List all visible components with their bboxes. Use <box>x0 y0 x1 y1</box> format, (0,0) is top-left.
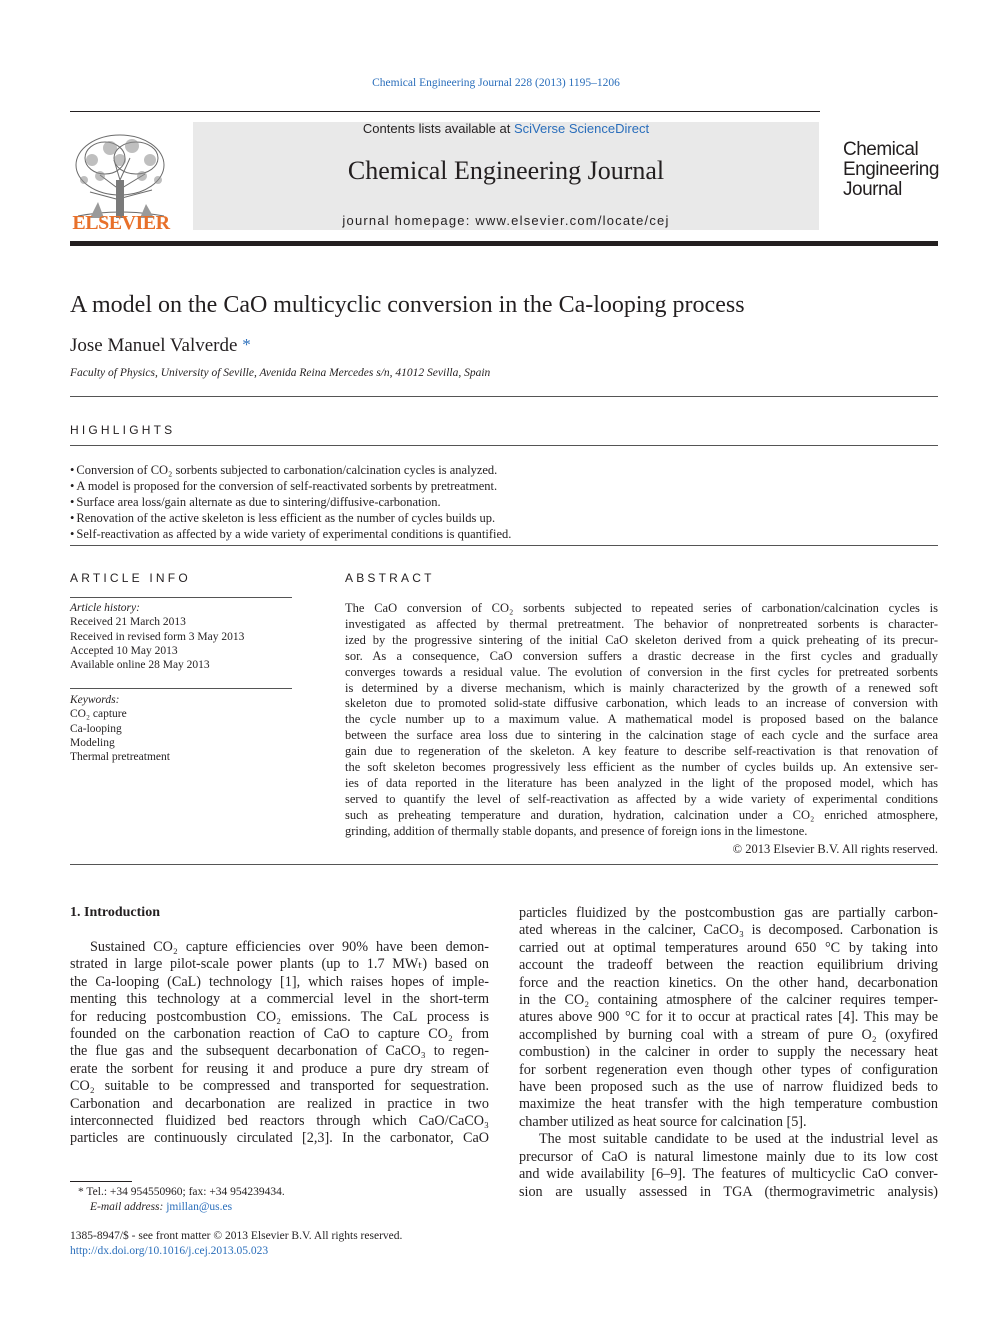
body-line: the Ca-looping (CaL) technology [1], which raises hopes of imple- <box>70 973 489 990</box>
highlight-item: • Conversion of CO₂ sorbents subjected to carbonation/calcination cycles is analyzed. <box>70 462 938 478</box>
abstract-line: the cycle number up to a maximum value. A mathematical model is proposed based on the balance <box>345 712 938 727</box>
body-line: combustion) in the calciner in order to supply the necessary heat <box>519 1044 938 1061</box>
body-line: ated whereas in the calciner, CaCO₃ is decomposed. Carbonation is <box>519 922 938 939</box>
body-line: precursor of CaO is natural limestone mainly due to its low cost <box>519 1148 938 1165</box>
abstract-line: ized by the progressive sintering of the initial CaO skeleton derived from a quick preheating of its precur- <box>345 632 938 647</box>
page-footer <box>70 1229 402 1259</box>
body-line: chamber utilized as heat source for calcination [5]. <box>519 1113 807 1130</box>
sciencedirect-link[interactable]: SciVerse ScienceDirect <box>513 121 650 136</box>
body-line: and wide availability [6–9]. The features of multicyclic CaO conver- <box>519 1166 938 1183</box>
body-line: Carbonation and decarbonation are realized in practice in two <box>70 1095 489 1112</box>
journal-homepage[interactable]: journal homepage: www.elsevier.com/locate/cej <box>342 213 670 228</box>
body-line: account the tradeoff between the reaction equilibrium driving <box>519 957 938 974</box>
keywords-label: Keywords: <box>70 694 120 706</box>
author-email-link[interactable]: jmillan@us.es <box>166 1201 233 1213</box>
article-info-heading: ARTICLE INFO <box>70 571 191 585</box>
body-line: erate the sorbent for reusing it and produce a pure dry stream of <box>70 1060 489 1077</box>
contents-availability <box>193 121 819 136</box>
abstract-line: sor. As a consequence, CaO conversion suffers a drastic decrease in the first cycles and gradually <box>345 648 938 663</box>
header-rule <box>70 111 820 112</box>
body-column-left <box>70 939 489 1148</box>
author-line <box>70 335 251 357</box>
body-line: force and the reaction kinetics. On the other hand, decarbonation <box>519 974 938 991</box>
body-line: sion are usually assessed in TGA (thermogravimetric analysis) <box>519 1183 938 1200</box>
divider <box>70 545 938 546</box>
highlights-list <box>70 462 938 542</box>
footnote-contact: * Tel.: +34 954550960; fax: +34 954239434. <box>78 1186 285 1198</box>
author-footnote <box>70 1185 285 1215</box>
footnote-email-label: E-mail address: <box>90 1201 167 1213</box>
abstract-line: investigated as affected by thermal pretreatment. The behavior of nonpretreated sorbents is character- <box>345 616 938 631</box>
keyword: Thermal pretreatment <box>70 751 170 764</box>
author-name: Jose Manuel Valverde <box>70 335 238 356</box>
abstract-line: gain due to regeneration of the skeleton. A key feature to describe self-reactivation is that renovation of <box>345 744 938 759</box>
body-line: The most suitable candidate to be used at the industrial level as <box>539 1131 938 1148</box>
journal-citation[interactable]: Chemical Engineering Journal 228 (2013) 1195–1206 <box>372 77 620 89</box>
body-line: Sustained CO₂ capture efficiencies over 90% have been demon- <box>90 939 489 955</box>
keyword: CO₂ capture <box>70 708 127 721</box>
body-line: particles are continuously circulated [2,3]. In the carbonator, CaO <box>70 1130 489 1147</box>
abstract-line: ies of data reported in the literature has been analyzed in the light of the proposed model, which has <box>345 775 938 790</box>
abstract-line: the soft skeleton becomes progressively less efficient as the number of cycles builds up. An extensive ser- <box>345 760 938 775</box>
affiliation: Faculty of Physics, University of Seville, Avenida Reina Mercedes s/n, 41012 Sevilla, Spain <box>70 367 491 379</box>
cover-title-line: Journal <box>843 179 902 200</box>
issn-line: 1385-8947/$ - see front matter © 2013 Elsevier B.V. All rights reserved. <box>70 1230 403 1242</box>
abstract-line: served to quantify the level of self-reactivation as affected by a wide variety of experimental conditions <box>345 791 938 806</box>
body-line: founded on the carbonation reaction of CaO to capture CO₂ from <box>70 1026 489 1043</box>
abstract-line: is determined by a diverse mechanism, which is mainly characterized by the growth of a renewed soft <box>345 680 938 695</box>
highlight-item: • Self-reactivation as affected by a wide variety of experimental conditions is quantified. <box>70 526 938 542</box>
divider <box>70 396 938 397</box>
copyright-notice: © 2013 Elsevier B.V. All rights reserved. <box>732 842 938 856</box>
body-line: CO₂ suitable to be compressed and transported for sequestration. <box>70 1078 489 1095</box>
keywords <box>70 693 292 764</box>
divider <box>70 688 292 689</box>
elsevier-wordmark: ELSEVIER <box>72 212 170 234</box>
body-line: maximize the heat transfer with the high temperature combustion <box>519 1096 938 1113</box>
divider <box>70 597 292 598</box>
history-entry: Received 21 March 2013 <box>70 616 186 629</box>
body-line: particles fluidized by the postcombustion gas are partially carbon- <box>519 905 938 921</box>
footnote-rule <box>70 1181 132 1182</box>
body-line: in the CO₂ containing atmosphere of the calciner requires temper- <box>519 992 938 1009</box>
highlight-item: • A model is proposed for the conversion of self-reactivated sorbents by pretreatment. <box>70 478 938 494</box>
body-line: for reducing postcombustion CO₂ emissions. The CaL process is <box>70 1008 489 1025</box>
cover-title-line: Engineering <box>843 159 939 180</box>
body-line: interconnected fluidized bed reactors through which CaO/CaCO₃ <box>70 1113 489 1130</box>
abstract-line: such as preheating temperature and duration, hydration, calcination under a CO₂ enriched atmosphere, <box>345 807 938 822</box>
article-title: A model on the CaO multicyclic conversion in the Ca-looping process <box>70 292 745 318</box>
doi-link[interactable]: http://dx.doi.org/10.1016/j.cej.2013.05.023 <box>70 1245 269 1257</box>
journal-cover-logo <box>843 140 953 200</box>
abstract-line: between the surface area loss due to sintering in the calcination stage of each cycle and the surface area <box>345 728 938 743</box>
cover-title-line: Chemical <box>843 139 919 160</box>
body-column-right <box>519 905 938 1201</box>
abstract-line: skeleton due to promoted solid-state diffusive carbonation, which leads to an increase of conversion with <box>345 696 938 711</box>
abstract-heading: ABSTRACT <box>345 571 435 585</box>
highlight-item: • Renovation of the active skeleton is less efficient as the number of cycles builds up. <box>70 510 938 526</box>
journal-title: Chemical Engineering Journal <box>347 156 665 185</box>
corresponding-author-mark[interactable]: * <box>242 335 251 354</box>
divider <box>70 864 938 865</box>
body-line: the flue gas and the subsequent decarbonation of CaCO₃ to regen- <box>70 1043 489 1060</box>
article-history <box>70 601 292 672</box>
keyword: Modeling <box>70 736 115 749</box>
header-thick-rule <box>70 241 938 246</box>
body-line: have been proposed such as the use of narrow fluidized beds to <box>519 1079 938 1096</box>
body-line: accomplished by burning coal with a stream of pure O₂ (oxyfired <box>519 1026 938 1043</box>
contents-prefix: Contents lists available at <box>362 121 514 136</box>
abstract-body <box>345 601 938 840</box>
body-line: menting this technology at a commercial level in the short-term <box>70 991 489 1008</box>
history-entry: Accepted 10 May 2013 <box>70 644 178 657</box>
history-entry: Available online 28 May 2013 <box>70 659 210 672</box>
body-line: carried out at optimal temperatures around 650 °C by taking into <box>519 939 938 956</box>
keyword: Ca-looping <box>70 722 122 735</box>
history-entry: Received in revised form 3 May 2013 <box>70 630 245 643</box>
body-line: for sorbent regeneration even though other types of configuration <box>519 1061 938 1078</box>
abstract-line: The CaO conversion of CO₂ sorbents subjected to repeated series of carbonation/calcination cycles is <box>345 601 938 615</box>
abstract-line: converges towards a residual value. The evolution of conversion in the first cycles for pretreated sorbents <box>345 664 938 679</box>
highlights-heading: HIGHLIGHTS <box>70 423 176 437</box>
body-line: atures above 900 °C for it to occur at practical rates [4]. This may be <box>519 1009 938 1026</box>
divider <box>70 445 938 446</box>
highlight-item: • Surface area loss/gain alternate as due to sintering/diffusive-carbonation. <box>70 494 938 510</box>
body-line: strated in large pilot-scale power plants (up to 1.7 MWₜ) based on <box>70 956 489 973</box>
abstract-line: grinding, addition of thermally stable dopants, and presence of foreign ions in the limestone. <box>345 823 808 838</box>
history-label: Article history: <box>70 602 140 614</box>
section-heading-introduction: 1. Introduction <box>70 905 160 920</box>
